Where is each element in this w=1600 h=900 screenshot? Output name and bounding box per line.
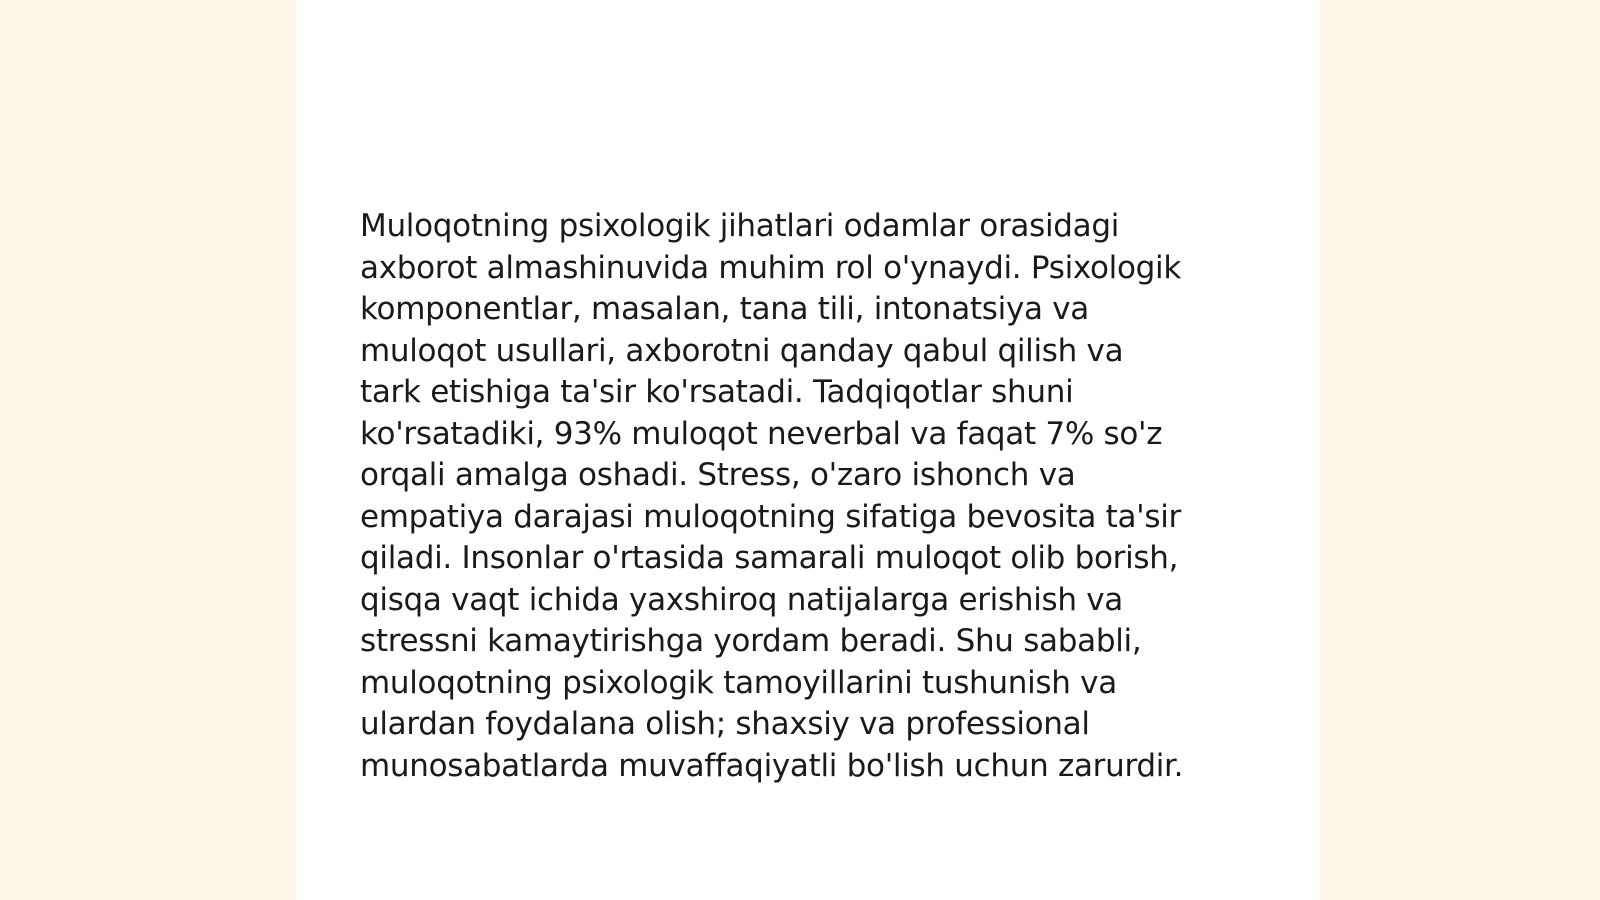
paragraph-line-3: komponentlar, masalan, tana tili, intonatsiya va (360, 291, 1089, 327)
paragraph-line-1: Muloqotning psixologik jihatlari odamlar orasidagi (360, 208, 1120, 244)
paragraph-line-2: axborot almashinuvida muhim rol o'ynaydi. Psixologik (360, 249, 1181, 286)
paragraph-line-13: ulardan foydalana olish; shaxsiy va professional (360, 706, 1090, 742)
paragraph-line-12: muloqotning psixologik tamoyillarini tushunish va (360, 664, 1117, 701)
paragraph-line-4: muloqot usullari, axborotni qanday qabul qilish va (360, 332, 1124, 369)
paragraph-line-7: orqali amalga oshadi. Stress, o'zaro ishonch va (360, 457, 1076, 493)
document-page (296, 0, 1320, 900)
paragraph-line-8: empatiya darajasi muloqotning sifatiga bevosita ta'sir (360, 498, 1181, 535)
paragraph-line-11: stressni kamaytirishga yordam beradi. Shu sababli, (360, 623, 1142, 659)
paragraph-line-10: qisqa vaqt ichida yaxshiroq natijalarga erishish va (360, 581, 1124, 618)
paragraph-line-9: qiladi. Insonlar o'rtasida samarali muloqot olib borish, (360, 540, 1179, 576)
paragraph-line-5: tark etishiga ta'sir ko'rsatadi. Tadqiqotlar shuni (360, 374, 1074, 410)
paragraph-line-14: munosabatlarda muvaffaqiyatli bo'lish uchun zarurdir. (360, 747, 1184, 784)
body-paragraph (360, 206, 1260, 787)
paragraph-line-6: ko'rsatadiki, 93% muloqot neverbal va faqat 7% so'z (360, 415, 1163, 452)
